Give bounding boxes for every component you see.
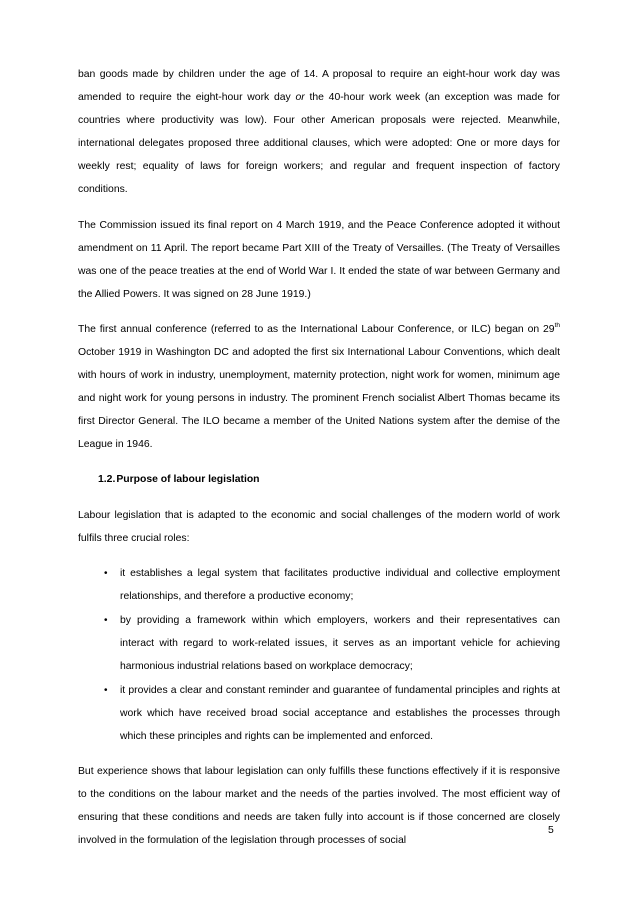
paragraph-text: October 1919 in Washington DC and adopted the first six International Labour Conventions, which dealt with hours of work in industry, unemployment, maternity protection, night work for women, minimum age and night work for young persons in industry. The prominent French socialist Albert Thomas became its first Director General. The ILO became a member of the United Nations system after the demise of the League in 1946. — [78, 347, 560, 450]
bullet-icon: • — [104, 568, 108, 579]
list-item-text: it provides a clear and constant reminder and guarantee of fundamental principles and rights at work which have received broad social acceptance and establishes the processes through which these principles and rights can be implemented and enforced. — [120, 685, 560, 742]
page-number: 5 — [548, 825, 554, 836]
section-heading — [98, 468, 560, 491]
ordinal-suffix: th — [554, 322, 560, 329]
paragraph-text: The first annual conference (referred to as the International Labour Conference, or ILC) began on 29 — [78, 324, 555, 335]
list-item-text: it establishes a legal system that facilitates productive individual and collective employment relationships, and therefore a productive economy; — [120, 568, 560, 602]
paragraph-closing: But experience shows that labour legislation can only fulfills these functions effectively if it is responsive to the conditions on the labour market and the needs of the parties involved. The most efficient way of ensuring that these conditions and needs are taken fully into account is if those concerned are closely involved in the formulation of the legislation through processes of social — [78, 766, 560, 846]
list-item — [78, 609, 560, 678]
section-title: Purpose of labour legislation — [116, 474, 260, 485]
roles-bullet-list — [78, 562, 560, 748]
section-number: 1.2. — [98, 474, 116, 485]
paragraph-text: ban goods made by children under the age of 14. A proposal to require an eight-hour work day was amended to require the eight-hour work day — [78, 69, 560, 103]
paragraph-text: the 40-hour work week (an exception was made for countries where productivity was low). Four other American proposals were rejected. Meanwhile, international delegates proposed three additional clauses, which were adopted: One or more days for weekly rest; equality of laws for foreign workers; and regular and frequent inspection of factory conditions. — [78, 92, 560, 195]
paragraph-commission-report: The Commission issued its final report on 4 March 1919, and the Peace Conference adopted it without amendment on 11 April. The report became Part XIII of the Treaty of Versailles. (The Treaty of Versailles was one of the peace treaties at the end of World War I. It ended the state of war between Germany and the Allied Powers. It was signed on 28 June 1919.) — [78, 220, 560, 300]
italic-word: or — [295, 92, 305, 103]
bullet-icon: • — [104, 685, 108, 696]
list-item — [78, 679, 560, 748]
list-item — [78, 562, 560, 608]
bullet-icon: • — [104, 615, 108, 626]
paragraph-section-intro: Labour legislation that is adapted to the economic and social challenges of the modern world of work fulfils three crucial roles: — [78, 510, 560, 544]
document-body — [78, 63, 560, 864]
list-item-text: by providing a framework within which employers, workers and their representatives can interact with regard to work-related issues, it serves as an important vehicle for achieving harmonious industrial relations based on workplace democracy; — [120, 615, 560, 672]
paragraph-first-conference — [78, 318, 560, 456]
paragraph-ilo-proposals — [78, 63, 560, 201]
